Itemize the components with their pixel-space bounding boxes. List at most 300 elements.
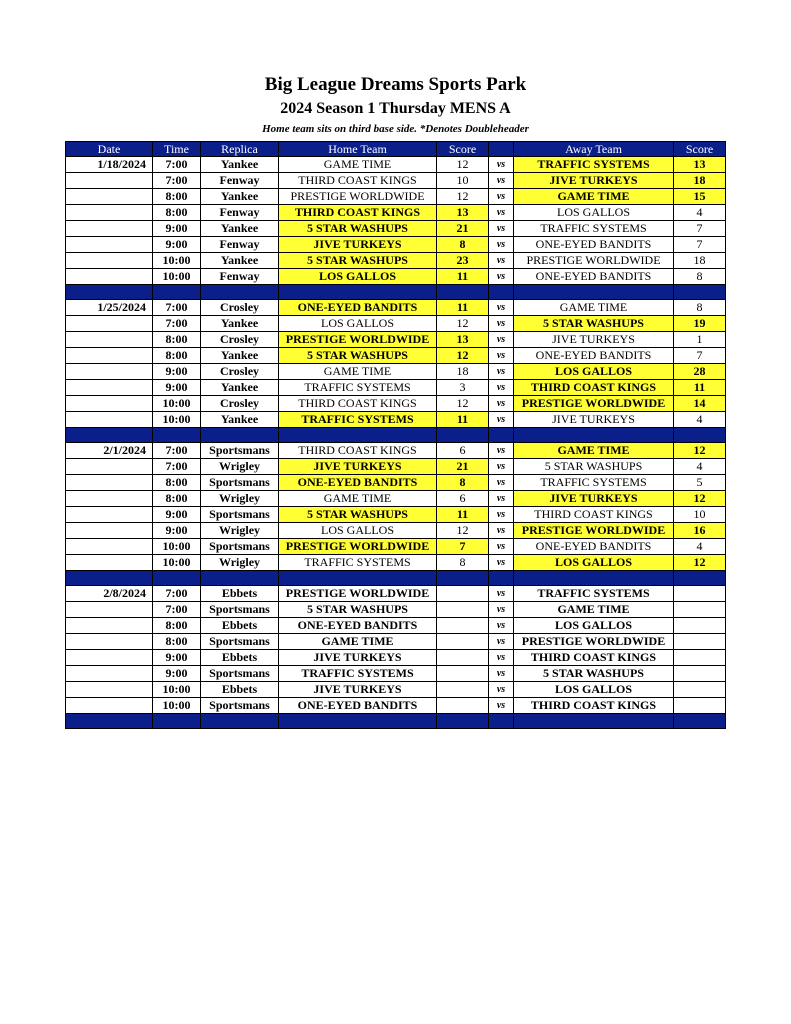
away-score-cell: 18	[674, 173, 726, 189]
home-score-cell: 3	[437, 380, 489, 396]
vs-cell: vs	[489, 332, 514, 348]
away-team-cell: ONE-EYED BANDITS	[514, 237, 674, 253]
away-team-cell: THIRD COAST KINGS	[514, 698, 674, 714]
home-team-cell: ONE-EYED BANDITS	[279, 300, 437, 316]
home-score-cell: 12	[437, 157, 489, 173]
date-cell	[66, 666, 153, 682]
separator-cell	[674, 428, 726, 443]
vs-cell: vs	[489, 380, 514, 396]
vs-cell: vs	[489, 650, 514, 666]
col-header-away-score: Score	[674, 142, 726, 157]
away-score-cell	[674, 682, 726, 698]
game-row	[66, 523, 726, 539]
time-cell: 7:00	[153, 157, 201, 173]
schedule-note: Home team sits on third base side. *Denotes Doubleheader	[262, 123, 529, 135]
time-cell: 7:00	[153, 316, 201, 332]
time-cell: 10:00	[153, 269, 201, 285]
separator-cell	[153, 285, 201, 300]
game-row	[66, 475, 726, 491]
game-row	[66, 269, 726, 285]
separator-cell	[514, 571, 674, 586]
separator-cell	[153, 428, 201, 443]
game-row	[66, 698, 726, 714]
time-cell: 8:00	[153, 332, 201, 348]
time-cell: 10:00	[153, 539, 201, 555]
time-cell: 8:00	[153, 189, 201, 205]
time-cell: 8:00	[153, 205, 201, 221]
home-team-cell: PRESTIGE WORLDWIDE	[279, 189, 437, 205]
date-cell	[66, 555, 153, 571]
away-team-cell: LOS GALLOS	[514, 618, 674, 634]
separator-cell	[201, 714, 279, 729]
home-score-cell	[437, 634, 489, 650]
separator-cell	[437, 285, 489, 300]
date-cell	[66, 396, 153, 412]
home-score-cell	[437, 650, 489, 666]
time-cell: 9:00	[153, 221, 201, 237]
week-separator-row	[66, 285, 726, 300]
replica-cell: Ebbets	[201, 650, 279, 666]
vs-cell: vs	[489, 491, 514, 507]
away-score-cell: 13	[674, 157, 726, 173]
away-team-cell: PRESTIGE WORLDWIDE	[514, 253, 674, 269]
separator-cell	[514, 714, 674, 729]
away-team-cell: JIVE TURKEYS	[514, 491, 674, 507]
vs-cell: vs	[489, 682, 514, 698]
home-score-cell: 6	[437, 491, 489, 507]
date-cell	[66, 507, 153, 523]
away-team-cell: 5 STAR WASHUPS	[514, 666, 674, 682]
away-score-cell: 12	[674, 443, 726, 459]
away-team-cell: PRESTIGE WORLDWIDE	[514, 396, 674, 412]
date-cell	[66, 316, 153, 332]
game-row	[66, 348, 726, 364]
home-team-cell: 5 STAR WASHUPS	[279, 348, 437, 364]
away-score-cell	[674, 698, 726, 714]
vs-cell: vs	[489, 539, 514, 555]
date-cell	[66, 523, 153, 539]
time-cell: 7:00	[153, 586, 201, 602]
home-team-cell: THIRD COAST KINGS	[279, 396, 437, 412]
week-separator-row	[66, 714, 726, 729]
game-row	[66, 459, 726, 475]
vs-cell: vs	[489, 602, 514, 618]
vs-cell: vs	[489, 698, 514, 714]
replica-cell: Ebbets	[201, 618, 279, 634]
vs-cell: vs	[489, 173, 514, 189]
separator-cell	[201, 571, 279, 586]
game-row	[66, 634, 726, 650]
home-score-cell: 12	[437, 189, 489, 205]
date-cell	[66, 412, 153, 428]
away-score-cell: 15	[674, 189, 726, 205]
game-row	[66, 332, 726, 348]
away-score-cell	[674, 666, 726, 682]
separator-cell	[201, 428, 279, 443]
home-score-cell: 13	[437, 205, 489, 221]
away-score-cell: 8	[674, 300, 726, 316]
vs-cell: vs	[489, 348, 514, 364]
home-team-cell: LOS GALLOS	[279, 316, 437, 332]
vs-cell: vs	[489, 507, 514, 523]
away-score-cell: 8	[674, 269, 726, 285]
date-cell: 1/18/2024	[66, 157, 153, 173]
away-team-cell: LOS GALLOS	[514, 205, 674, 221]
replica-cell: Yankee	[201, 316, 279, 332]
home-score-cell: 11	[437, 412, 489, 428]
home-team-cell: TRAFFIC SYSTEMS	[279, 380, 437, 396]
replica-cell: Yankee	[201, 380, 279, 396]
time-cell: 9:00	[153, 523, 201, 539]
date-cell	[66, 253, 153, 269]
separator-cell	[489, 571, 514, 586]
away-team-cell: LOS GALLOS	[514, 364, 674, 380]
game-row	[66, 253, 726, 269]
away-team-cell: GAME TIME	[514, 443, 674, 459]
time-cell: 7:00	[153, 459, 201, 475]
game-row	[66, 491, 726, 507]
game-row	[66, 586, 726, 602]
replica-cell: Crosley	[201, 396, 279, 412]
away-score-cell: 7	[674, 348, 726, 364]
home-team-cell: THIRD COAST KINGS	[279, 173, 437, 189]
home-score-cell: 6	[437, 443, 489, 459]
date-cell	[66, 237, 153, 253]
home-score-cell	[437, 698, 489, 714]
vs-cell: vs	[489, 666, 514, 682]
replica-cell: Fenway	[201, 237, 279, 253]
game-row	[66, 364, 726, 380]
game-row	[66, 221, 726, 237]
away-score-cell	[674, 618, 726, 634]
home-score-cell: 10	[437, 173, 489, 189]
home-score-cell	[437, 618, 489, 634]
vs-cell: vs	[489, 412, 514, 428]
home-score-cell	[437, 682, 489, 698]
home-score-cell: 12	[437, 316, 489, 332]
vs-cell: vs	[489, 205, 514, 221]
home-score-cell: 18	[437, 364, 489, 380]
vs-cell: vs	[489, 618, 514, 634]
date-cell	[66, 205, 153, 221]
home-team-cell: TRAFFIC SYSTEMS	[279, 412, 437, 428]
separator-cell	[279, 571, 437, 586]
time-cell: 8:00	[153, 491, 201, 507]
date-cell	[66, 602, 153, 618]
time-cell: 7:00	[153, 602, 201, 618]
away-team-cell: PRESTIGE WORLDWIDE	[514, 523, 674, 539]
away-team-cell: TRAFFIC SYSTEMS	[514, 221, 674, 237]
separator-cell	[437, 571, 489, 586]
replica-cell: Fenway	[201, 173, 279, 189]
away-score-cell: 7	[674, 237, 726, 253]
date-cell	[66, 475, 153, 491]
game-row	[66, 666, 726, 682]
away-team-cell: TRAFFIC SYSTEMS	[514, 157, 674, 173]
date-cell	[66, 698, 153, 714]
away-score-cell: 5	[674, 475, 726, 491]
away-score-cell: 14	[674, 396, 726, 412]
col-header-away-team: Away Team	[514, 142, 674, 157]
away-team-cell: JIVE TURKEYS	[514, 332, 674, 348]
game-row	[66, 443, 726, 459]
game-row	[66, 380, 726, 396]
vs-cell: vs	[489, 269, 514, 285]
home-score-cell: 12	[437, 396, 489, 412]
home-team-cell: GAME TIME	[279, 634, 437, 650]
away-team-cell: ONE-EYED BANDITS	[514, 539, 674, 555]
separator-cell	[674, 714, 726, 729]
vs-cell: vs	[489, 253, 514, 269]
away-team-cell: 5 STAR WASHUPS	[514, 459, 674, 475]
away-score-cell: 12	[674, 491, 726, 507]
game-row	[66, 618, 726, 634]
replica-cell: Yankee	[201, 189, 279, 205]
home-team-cell: GAME TIME	[279, 491, 437, 507]
away-team-cell: GAME TIME	[514, 300, 674, 316]
home-team-cell: ONE-EYED BANDITS	[279, 618, 437, 634]
home-team-cell: THIRD COAST KINGS	[279, 205, 437, 221]
separator-cell	[674, 285, 726, 300]
game-row	[66, 682, 726, 698]
away-team-cell: 5 STAR WASHUPS	[514, 316, 674, 332]
vs-cell: vs	[489, 396, 514, 412]
home-score-cell: 23	[437, 253, 489, 269]
away-score-cell	[674, 586, 726, 602]
home-team-cell: JIVE TURKEYS	[279, 682, 437, 698]
vs-cell: vs	[489, 634, 514, 650]
away-team-cell: LOS GALLOS	[514, 682, 674, 698]
vs-cell: vs	[489, 221, 514, 237]
home-team-cell: PRESTIGE WORLDWIDE	[279, 586, 437, 602]
away-team-cell: ONE-EYED BANDITS	[514, 269, 674, 285]
home-team-cell: ONE-EYED BANDITS	[279, 475, 437, 491]
col-header-vs	[489, 142, 514, 157]
home-score-cell	[437, 666, 489, 682]
date-cell: 2/1/2024	[66, 443, 153, 459]
date-cell	[66, 634, 153, 650]
vs-cell: vs	[489, 364, 514, 380]
home-team-cell: 5 STAR WASHUPS	[279, 602, 437, 618]
home-score-cell	[437, 586, 489, 602]
away-score-cell: 11	[674, 380, 726, 396]
home-team-cell: LOS GALLOS	[279, 269, 437, 285]
separator-cell	[514, 428, 674, 443]
home-score-cell: 7	[437, 539, 489, 555]
away-score-cell: 12	[674, 555, 726, 571]
home-team-cell: 5 STAR WASHUPS	[279, 507, 437, 523]
home-score-cell: 11	[437, 300, 489, 316]
time-cell: 8:00	[153, 618, 201, 634]
game-row	[66, 316, 726, 332]
home-score-cell: 12	[437, 523, 489, 539]
game-row	[66, 173, 726, 189]
date-cell	[66, 459, 153, 475]
home-score-cell	[437, 602, 489, 618]
time-cell: 10:00	[153, 253, 201, 269]
replica-cell: Sportsmans	[201, 634, 279, 650]
replica-cell: Ebbets	[201, 682, 279, 698]
away-score-cell: 28	[674, 364, 726, 380]
game-row	[66, 539, 726, 555]
vs-cell: vs	[489, 475, 514, 491]
home-score-cell: 21	[437, 221, 489, 237]
time-cell: 9:00	[153, 650, 201, 666]
home-team-cell: JIVE TURKEYS	[279, 237, 437, 253]
away-score-cell: 7	[674, 221, 726, 237]
game-row	[66, 237, 726, 253]
date-cell	[66, 650, 153, 666]
away-team-cell: JIVE TURKEYS	[514, 412, 674, 428]
separator-cell	[66, 285, 153, 300]
away-score-cell: 4	[674, 539, 726, 555]
replica-cell: Yankee	[201, 221, 279, 237]
col-header-home-score: Score	[437, 142, 489, 157]
home-team-cell: JIVE TURKEYS	[279, 650, 437, 666]
home-score-cell: 11	[437, 269, 489, 285]
replica-cell: Sportsmans	[201, 507, 279, 523]
date-cell	[66, 348, 153, 364]
schedule-table	[65, 141, 726, 729]
vs-cell: vs	[489, 300, 514, 316]
date-cell	[66, 221, 153, 237]
home-team-cell: 5 STAR WASHUPS	[279, 221, 437, 237]
col-header-time: Time	[153, 142, 201, 157]
home-team-cell: TRAFFIC SYSTEMS	[279, 555, 437, 571]
away-team-cell: THIRD COAST KINGS	[514, 650, 674, 666]
time-cell: 7:00	[153, 443, 201, 459]
home-team-cell: TRAFFIC SYSTEMS	[279, 666, 437, 682]
time-cell: 10:00	[153, 555, 201, 571]
home-team-cell: THIRD COAST KINGS	[279, 443, 437, 459]
replica-cell: Yankee	[201, 348, 279, 364]
col-header-date: Date	[66, 142, 153, 157]
home-team-cell: GAME TIME	[279, 364, 437, 380]
replica-cell: Sportsmans	[201, 475, 279, 491]
game-row	[66, 300, 726, 316]
time-cell: 9:00	[153, 237, 201, 253]
game-row	[66, 555, 726, 571]
date-cell	[66, 618, 153, 634]
time-cell: 7:00	[153, 173, 201, 189]
away-score-cell: 4	[674, 205, 726, 221]
header-row	[66, 142, 726, 157]
time-cell: 10:00	[153, 682, 201, 698]
date-cell	[66, 189, 153, 205]
home-score-cell: 8	[437, 475, 489, 491]
date-cell: 1/25/2024	[66, 300, 153, 316]
home-score-cell: 12	[437, 348, 489, 364]
time-cell: 8:00	[153, 634, 201, 650]
home-score-cell: 13	[437, 332, 489, 348]
home-team-cell: PRESTIGE WORLDWIDE	[279, 539, 437, 555]
col-header-replica: Replica	[201, 142, 279, 157]
away-team-cell: TRAFFIC SYSTEMS	[514, 475, 674, 491]
home-score-cell: 8	[437, 555, 489, 571]
date-cell	[66, 364, 153, 380]
replica-cell: Fenway	[201, 269, 279, 285]
separator-cell	[489, 428, 514, 443]
away-team-cell: JIVE TURKEYS	[514, 173, 674, 189]
date-cell	[66, 539, 153, 555]
date-cell	[66, 380, 153, 396]
away-score-cell: 1	[674, 332, 726, 348]
away-score-cell: 4	[674, 459, 726, 475]
replica-cell: Sportsmans	[201, 539, 279, 555]
game-row	[66, 507, 726, 523]
separator-cell	[437, 714, 489, 729]
time-cell: 9:00	[153, 507, 201, 523]
separator-cell	[279, 714, 437, 729]
away-score-cell	[674, 634, 726, 650]
away-team-cell: ONE-EYED BANDITS	[514, 348, 674, 364]
date-cell: 2/8/2024	[66, 586, 153, 602]
away-team-cell: THIRD COAST KINGS	[514, 507, 674, 523]
vs-cell: vs	[489, 443, 514, 459]
away-score-cell: 4	[674, 412, 726, 428]
replica-cell: Crosley	[201, 300, 279, 316]
home-team-cell: ONE-EYED BANDITS	[279, 698, 437, 714]
home-team-cell: 5 STAR WASHUPS	[279, 253, 437, 269]
home-team-cell: GAME TIME	[279, 157, 437, 173]
away-score-cell	[674, 602, 726, 618]
game-row	[66, 205, 726, 221]
separator-cell	[153, 571, 201, 586]
replica-cell: Wrigley	[201, 555, 279, 571]
away-score-cell: 18	[674, 253, 726, 269]
date-cell	[66, 332, 153, 348]
time-cell: 9:00	[153, 666, 201, 682]
replica-cell: Sportsmans	[201, 443, 279, 459]
col-header-home-team: Home Team	[279, 142, 437, 157]
page-title: Big League Dreams Sports Park	[264, 74, 527, 95]
separator-cell	[66, 428, 153, 443]
week-separator-row	[66, 571, 726, 586]
replica-cell: Yankee	[201, 412, 279, 428]
separator-cell	[437, 428, 489, 443]
game-row	[66, 602, 726, 618]
game-row	[66, 189, 726, 205]
date-cell	[66, 491, 153, 507]
separator-cell	[489, 285, 514, 300]
vs-cell: vs	[489, 316, 514, 332]
page-subtitle: 2024 Season 1 Thursday MENS A	[280, 100, 511, 117]
vs-cell: vs	[489, 586, 514, 602]
replica-cell: Yankee	[201, 157, 279, 173]
away-team-cell: GAME TIME	[514, 602, 674, 618]
separator-cell	[514, 285, 674, 300]
separator-cell	[279, 285, 437, 300]
replica-cell: Crosley	[201, 364, 279, 380]
vs-cell: vs	[489, 459, 514, 475]
game-row	[66, 412, 726, 428]
away-team-cell: TRAFFIC SYSTEMS	[514, 586, 674, 602]
time-cell: 8:00	[153, 348, 201, 364]
separator-cell	[66, 571, 153, 586]
week-separator-row	[66, 428, 726, 443]
game-row	[66, 157, 726, 173]
replica-cell: Ebbets	[201, 586, 279, 602]
time-cell: 10:00	[153, 698, 201, 714]
time-cell: 9:00	[153, 364, 201, 380]
replica-cell: Sportsmans	[201, 698, 279, 714]
date-cell	[66, 682, 153, 698]
replica-cell: Wrigley	[201, 491, 279, 507]
home-score-cell: 11	[437, 507, 489, 523]
separator-cell	[153, 714, 201, 729]
away-score-cell: 19	[674, 316, 726, 332]
vs-cell: vs	[489, 237, 514, 253]
